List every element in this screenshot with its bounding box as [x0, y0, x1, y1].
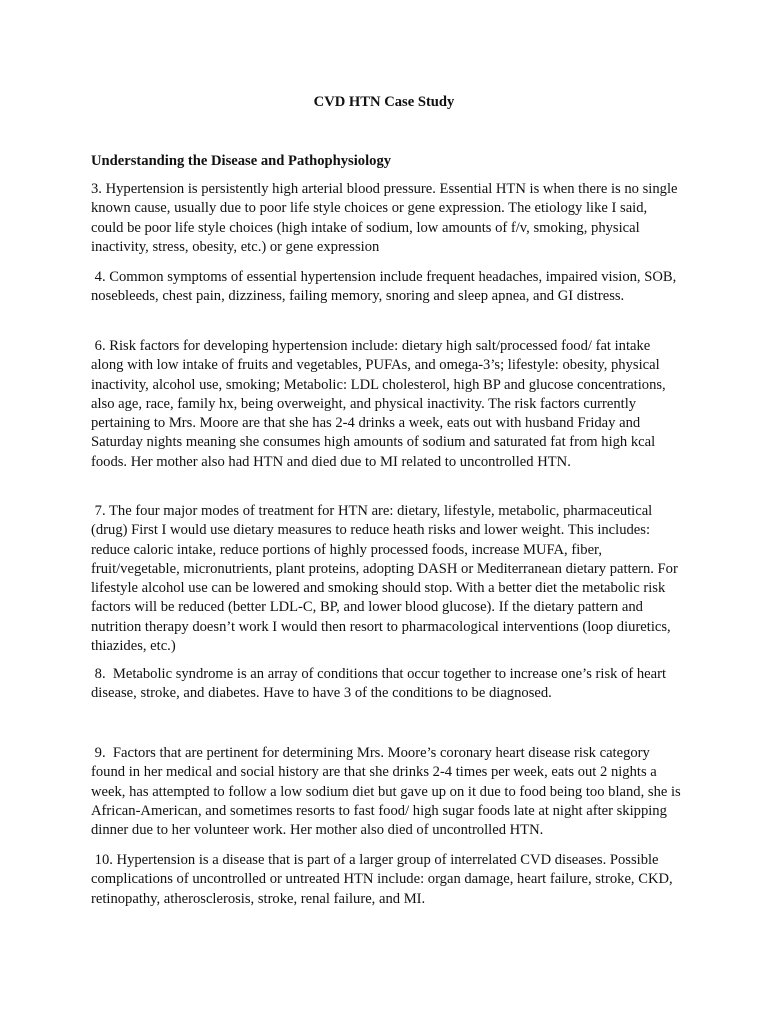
paragraph-4: 4. Common symptoms of essential hypertension include frequent headaches, impaired vision, SOB, nosebleeds, chest pain, dizziness, failing memory, snoring and sleep apnea, and GI distress.: [91, 269, 677, 305]
paragraph-10: 10. Hypertension is a disease that is part of a larger group of interrelated CVD diseases. Possible complications of uncontrolled or untreated HTN include: organ damage, heart failure, stroke, CKD, retinopathy, atherosclerosis, stroke, renal failure, and MI.: [91, 852, 673, 907]
paragraph-7: 7. The four major modes of treatment for HTN are: dietary, lifestyle, metabolic, pharmaceutical (drug) First I would use dietary measures to reduce heath risks and lower weight. This includes: reduce caloric intake, reduce portions of highly processed foods, increase MUFA, fiber, fruit/vegetable, micronutrients, plant proteins, adopting DASH or Mediterranean dietary pattern. For lifestyle alcohol use can be lowered and smoking should stop. With a better diet the metabolic risk factors will be reduced (better LDL-C, BP, and lower blood glucose). If the dietary pattern and nutrition therapy doesn’t work I would then resort to pharmacological interventions (loop diuretics, thiazides, etc.): [91, 503, 678, 655]
paragraph-6: 6. Risk factors for developing hypertension include: dietary high salt/processed food/ fat intake along with low intake of fruits and vegetables, PUFAs, and omega-3’s; lifestyle: obesity, physical inactivity, alcohol use, smoking; Metabolic: LDL cholesterol, high BP and glucose concentrations, also age, race, family hx, being overweight, and physical inactivity. The risk factors currently pertaining to Mrs. Moore are that she has 2-4 drinks a week, eats out with husband Friday and Saturday nights meaning she consumes high amounts of sodium and saturated fat from high kcal foods. Her mother also had HTN and died due to MI related to uncontrolled HTN.: [91, 338, 666, 470]
paragraph-9: 9. Factors that are pertinent for determining Mrs. Moore’s coronary heart disease risk category found in her medical and social history are that she drinks 2-4 times per week, eats out 2 nights a week, has attempted to follow a low sodium diet but gave up on it due to food being too bland, she is African-American, and sometimes resorts to fast food/ high sugar foods late at night after skipping dinner due to her volunteer work. Her mother also died of uncontrolled HTN.: [91, 745, 681, 839]
document-title: CVD HTN Case Study: [313, 94, 455, 110]
paragraph-3: 3. Hypertension is persistently high arterial blood pressure. Essential HTN is when there is no single known cause, usually due to poor life style choices or gene expression. The etiology like I said, could be poor life style choices (high intake of sodium, low amounts of f/v, smoking, physical inactivity, stress, obesity, etc.) or gene expression: [91, 181, 678, 255]
paragraph-8: 8. Metabolic syndrome is an array of conditions that occur together to increase one’s risk of heart disease, stroke, and diabetes. Have to have 3 of the conditions to be diagnosed.: [91, 666, 667, 702]
section-heading: Understanding the Disease and Pathophysiology: [91, 153, 392, 169]
